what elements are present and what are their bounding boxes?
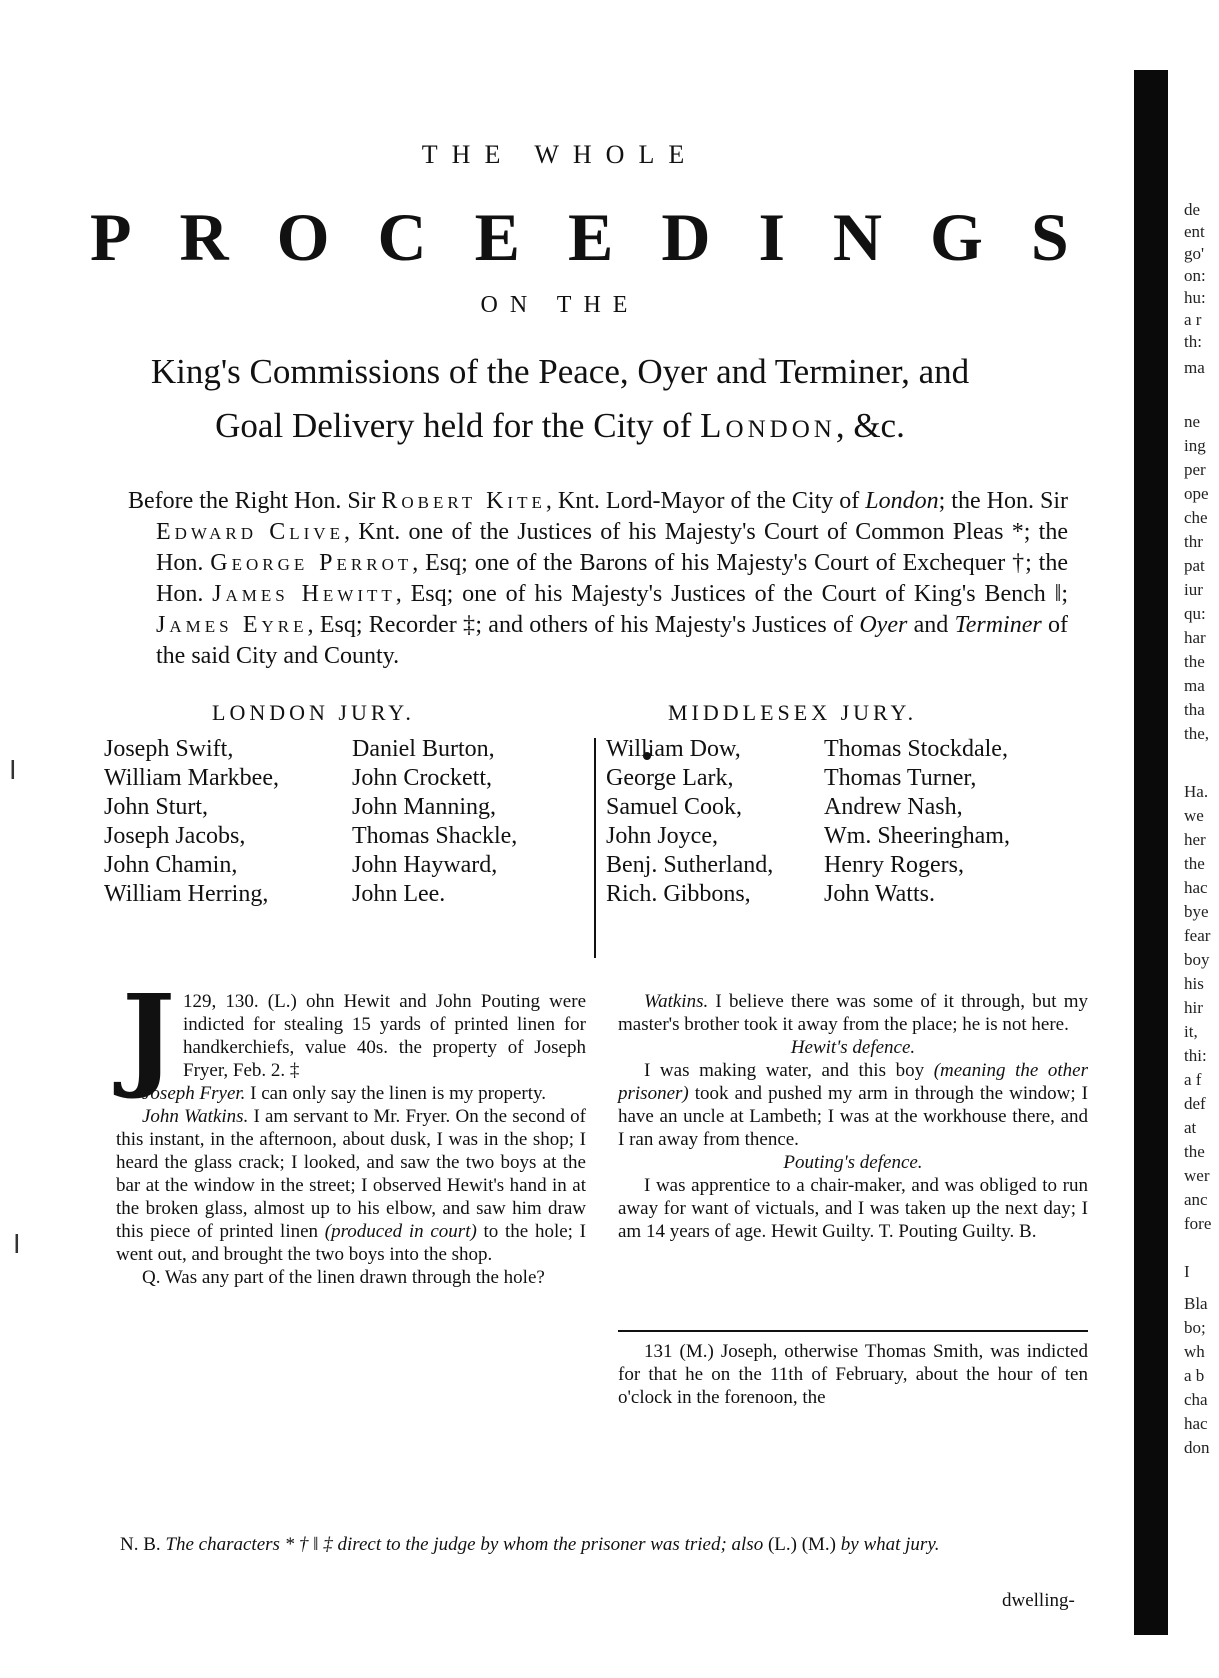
intro-text: , Knt. one of the Justices of his Majesty's Court of Common Pleas *; the Hon. xyxy=(156,519,1068,576)
margin-fragment: pat xyxy=(1184,556,1205,575)
middlesex-juror: Andrew Nash, xyxy=(824,794,963,820)
footnote-marks: (L.) (M.) xyxy=(767,1534,837,1555)
margin-fragment: the, xyxy=(1184,724,1210,743)
intro-name: Robert Kite xyxy=(381,488,546,514)
margin-fragment: his xyxy=(1184,974,1204,993)
left-margin-mark: ┃ xyxy=(12,1236,22,1253)
london-jury-heading: LONDON JURY. xyxy=(212,700,415,725)
header-goal-delivery-text: Goal Delivery held for the City of xyxy=(215,406,692,445)
margin-fragment: on: xyxy=(1184,266,1206,285)
defence-italic: (meaning the other prisoner) xyxy=(618,1060,1088,1104)
margin-fragment: thr xyxy=(1184,532,1203,551)
speaker-name: Joseph Fryer. xyxy=(142,1083,246,1104)
middlesex-juror: William Dow, xyxy=(606,736,741,762)
middlesex-juror: Samuel Cook, xyxy=(606,794,742,820)
intro-italic: London xyxy=(865,488,939,514)
jury-divider xyxy=(594,738,596,958)
margin-fragment: hac xyxy=(1184,878,1208,897)
margin-fragment: bo; xyxy=(1184,1318,1206,1337)
margin-fragment: the xyxy=(1184,854,1205,873)
margin-fragment: ope xyxy=(1184,484,1209,503)
middlesex-juror: John Watts. xyxy=(824,881,935,907)
case-text: ohn Hewit and John Pouting were indicted for stealing 15 yards of printed linen for handkerchiefs, value 40s. the property of Joseph Fryer, Feb. 2. ‡ xyxy=(183,991,587,1081)
footnote-nb: N. B. xyxy=(120,1534,161,1555)
margin-fragment: ing xyxy=(1184,436,1206,455)
margin-fragment: I xyxy=(1184,1262,1190,1281)
intro-text: ; the Hon. Sir xyxy=(938,488,1068,514)
london-juror: Thomas Shackle, xyxy=(352,823,518,849)
margin-fragment: Ha. xyxy=(1184,782,1209,801)
margin-fragment: wh xyxy=(1184,1342,1205,1361)
margin-fragment: it, xyxy=(1184,1022,1198,1041)
testimony-italic: (produced in court) xyxy=(324,1221,477,1242)
margin-fragment: per xyxy=(1184,460,1206,479)
margin-fragment: che xyxy=(1184,508,1208,527)
london-juror: John Hayward, xyxy=(352,852,498,878)
margin-fragment: hir xyxy=(1184,998,1203,1017)
right-column xyxy=(618,990,1088,1243)
intro-name: James Hewitt xyxy=(212,581,396,607)
middlesex-jury-heading: MIDDLESEX JURY. xyxy=(668,700,918,725)
margin-fragment: go' xyxy=(1184,244,1205,263)
left-column xyxy=(116,971,587,1289)
london-juror: John Chamin, xyxy=(104,852,238,878)
middlesex-juror: Henry Rogers, xyxy=(824,852,964,878)
speaker-name: John Watkins. xyxy=(142,1106,249,1127)
margin-fragment: de xyxy=(1184,200,1201,219)
case-number: 131 (M.) xyxy=(644,1341,714,1362)
london-juror: John Lee. xyxy=(352,881,446,907)
question: Q. Was any part of the linen drawn through the hole? xyxy=(142,1267,545,1288)
intro-italic: Terminer xyxy=(954,612,1042,638)
margin-fragment: the xyxy=(1184,652,1205,671)
margin-fragment: thi: xyxy=(1184,1046,1207,1065)
intro-name: Edward Clive xyxy=(156,519,344,545)
middlesex-juror: Rich. Gibbons, xyxy=(606,881,751,907)
testimony-text: I can only say the linen is my property. xyxy=(245,1083,547,1104)
case-131 xyxy=(618,1340,1088,1409)
margin-fragment: iur xyxy=(1184,580,1203,599)
middlesex-juror: Thomas Turner, xyxy=(824,765,977,791)
middlesex-juror: Benj. Sutherland, xyxy=(606,852,774,878)
london-juror: John Sturt, xyxy=(104,794,209,820)
london-juror: Daniel Burton, xyxy=(352,736,495,762)
margin-fragment: Bla xyxy=(1184,1294,1208,1313)
header-on-the: ON THE xyxy=(480,292,640,318)
margin-fragment: tha xyxy=(1184,700,1205,719)
margin-fragment: don xyxy=(1184,1438,1210,1457)
margin-fragment: boy xyxy=(1184,950,1210,969)
london-juror: John Manning, xyxy=(352,794,496,820)
page-gutter-shadow xyxy=(1134,70,1168,1635)
pouting-defence: I was apprentice to a chair-maker, and was obliged to run away for want of victuals, and I was taken up the next day; I am 14 years of age. Hewit Guilty. T. Pouting Guilty. B. xyxy=(618,1175,1088,1242)
london-juror: William Herring, xyxy=(104,881,269,907)
margin-fragment: a b xyxy=(1184,1366,1205,1385)
middlesex-juror: Wm. Sheeringham, xyxy=(824,823,1010,849)
case-divider xyxy=(618,1330,1088,1332)
margin-fragment: a r xyxy=(1184,310,1202,329)
intro-name: James Eyre xyxy=(156,612,308,638)
header-london: London xyxy=(700,406,836,445)
margin-fragment: def xyxy=(1184,1094,1206,1113)
margin-fragment: wer xyxy=(1184,1166,1210,1185)
margin-fragment: fear xyxy=(1184,926,1211,945)
margin-fragment: bye xyxy=(1184,902,1209,921)
case-131-text xyxy=(618,1340,1088,1409)
intro-text: , Esq; one of his Majesty's Justices of the Court of King's Bench ‖; xyxy=(395,581,1068,607)
middlesex-juror: Thomas Stockdale, xyxy=(824,736,1008,762)
catchword: dwelling- xyxy=(1002,1590,1075,1611)
margin-fragment: ent xyxy=(1184,222,1205,241)
testimony-text: I am servant to Mr. Fryer. On the second of this instant, in the afternoon, about dusk, I was in the shop; I heard the glass crack; I looked, and saw the two boys at the bar at the window in the street; I observed Hewit's hand in at the broken glass, almost up to his elbow, and saw him draw this piece of printed linen xyxy=(116,1106,587,1242)
middlesex-juror: John Joyce, xyxy=(606,823,718,849)
margin-fragment: cha xyxy=(1184,1390,1208,1409)
hewit-defence-heading: Hewit's defence. xyxy=(790,1037,916,1058)
london-juror: Joseph Jacobs, xyxy=(104,823,246,849)
intro-italic: Oyer xyxy=(859,612,908,638)
margin-fragment: ma xyxy=(1184,358,1205,377)
margin-fragment: har xyxy=(1184,628,1206,647)
margin-fragment: her xyxy=(1184,830,1206,849)
margin-fragment: ne xyxy=(1184,412,1201,431)
intro-text: , Esq; one of the Barons of his Majesty's Court of Exchequer †; the Hon. xyxy=(156,550,1068,607)
margin-fragment: at xyxy=(1184,1118,1197,1137)
pouting-defence-heading: Pouting's defence. xyxy=(783,1152,923,1173)
intro-text: , Esq; Recorder ‡; and others of his Majesty's Justices of xyxy=(307,612,860,638)
margin-fragment: anc xyxy=(1184,1190,1208,1209)
speaker-name: Watkins. xyxy=(644,991,709,1012)
drop-cap: J xyxy=(122,971,175,1102)
header-etc: , &c. xyxy=(835,406,905,445)
margin-fragment: qu: xyxy=(1184,604,1206,623)
intro-text: , Knt. Lord-Mayor of the City of xyxy=(545,488,866,514)
intro-text: Before the Right Hon. Sir xyxy=(128,488,382,514)
footnote-text: by what jury. xyxy=(836,1534,940,1555)
margin-fragment: a f xyxy=(1184,1070,1202,1089)
london-juror: William Markbee, xyxy=(104,765,279,791)
intro-paragraph xyxy=(128,486,1068,672)
defence-text: took and pushed my arm in through the window; I have an uncle at Lambeth; I was at the workhouse there, and I ran away from thence. xyxy=(618,1083,1088,1150)
intro-text: of the said City and County. xyxy=(156,612,1068,669)
london-juror: John Crockett, xyxy=(352,765,492,791)
footnote xyxy=(120,1534,1100,1556)
margin-fragment: ma xyxy=(1184,676,1205,695)
middlesex-juror: George Lark, xyxy=(606,765,734,791)
case-text: Joseph, otherwise Thomas Smith, was indicted for that he on the 11th of February, about the hour of ten o'clock in the forenoon, the xyxy=(618,1341,1088,1408)
footnote-text: The characters * † ‖ ‡ direct to the judge by whom the prisoner was tried; also xyxy=(160,1534,768,1555)
margin-fragment: the xyxy=(1184,1142,1205,1161)
margin-fragment: hac xyxy=(1184,1414,1208,1433)
testimony-text: to the hole; I went out, and brought the two boys into the shop. xyxy=(116,1221,586,1265)
intro-text: and xyxy=(907,612,955,638)
header-commissions: King's Commissions of the Peace, Oyer and Terminer, and xyxy=(150,352,970,391)
hewit-defence xyxy=(618,1059,1088,1151)
testimony-watkins xyxy=(116,1105,586,1266)
intro-name: George Perrot xyxy=(210,550,413,576)
header-proceedings: PROCEEDINGS xyxy=(90,199,1117,275)
left-margin-mark: ┃ xyxy=(8,762,18,779)
testimony-fryer xyxy=(116,1082,586,1105)
testimony-text: I believe there was some of it through, but my master's brother took it away from the place; he is not here. xyxy=(618,991,1088,1035)
margin-fragment: fore xyxy=(1184,1214,1212,1233)
case-number: 129, 130. (L.) xyxy=(183,991,297,1012)
margin-fragment: we xyxy=(1184,806,1204,825)
margin-fragment: th: xyxy=(1184,332,1202,351)
defence-text: I was making water, and this boy xyxy=(644,1060,934,1081)
header-goal-delivery xyxy=(60,406,1060,446)
margin-fragment: hu: xyxy=(1184,288,1206,307)
london-juror: Joseph Swift, xyxy=(104,736,234,762)
testimony-watkins-2 xyxy=(618,990,1088,1036)
header-line-the-whole: THE WHOLE xyxy=(421,140,699,169)
